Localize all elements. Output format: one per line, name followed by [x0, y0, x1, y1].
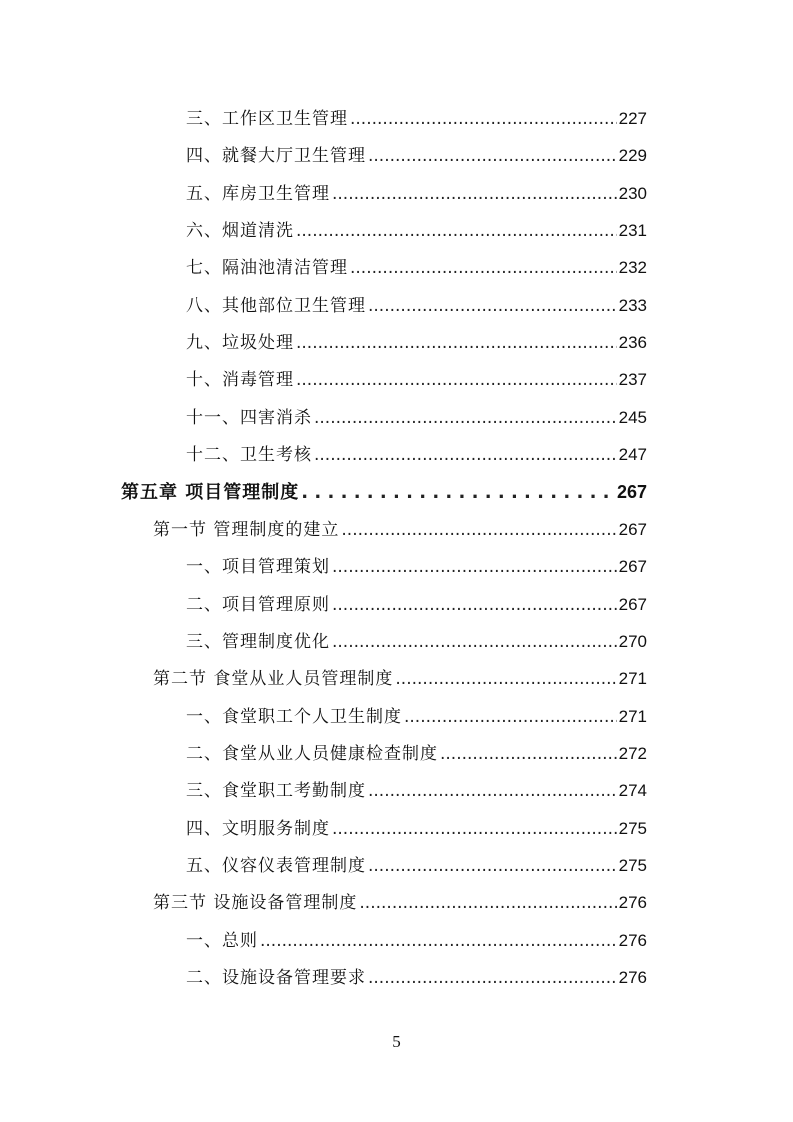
toc-entry-title: 六、烟道清洗 [186, 221, 294, 241]
dot-leader [332, 592, 617, 618]
toc-entry-title: 十二、卫生考核 [186, 445, 312, 465]
toc-entry [186, 181, 647, 207]
dot-leader [368, 778, 617, 804]
toc-entry-page: 274 [618, 781, 647, 800]
dot-leader [260, 928, 617, 954]
toc-entry [186, 293, 647, 319]
dot-leader [368, 143, 617, 169]
toc-entry-title: 九、垃圾处理 [186, 333, 294, 353]
toc-entry-page: 236 [618, 333, 647, 352]
toc-entry-page: 275 [618, 819, 647, 838]
toc-entry-title: 四、就餐大厅卫生管理 [186, 146, 366, 166]
toc-section-entry [153, 517, 647, 543]
toc-entry-title: 二、项目管理原则 [186, 595, 330, 615]
dot-leader [314, 442, 617, 468]
dot-leader [332, 554, 617, 580]
toc-section-page: 276 [618, 893, 647, 912]
toc-entry-title: 四、文明服务制度 [186, 819, 330, 839]
toc-entry-page: 232 [618, 258, 647, 277]
toc-section-entry [153, 666, 647, 692]
toc-entry-page: 237 [618, 370, 647, 389]
toc-entry-title: 一、项目管理策划 [186, 557, 330, 577]
toc-entry-page: 276 [618, 931, 647, 950]
toc-entry [186, 778, 647, 804]
toc-entry-page: 276 [618, 968, 647, 987]
toc-entry-page: 229 [618, 146, 647, 165]
toc-entry-title: 三、食堂职工考勤制度 [186, 781, 366, 801]
toc-entry [186, 330, 647, 356]
toc-entry-title: 七、隔油池清洁管理 [186, 258, 348, 278]
toc-entry [186, 106, 647, 132]
toc-entry [186, 405, 647, 431]
toc-entry-page: 271 [618, 707, 647, 726]
toc-chapter-page: 267 [616, 482, 647, 502]
dot-leader [296, 367, 617, 393]
toc-entry-page: 233 [618, 296, 647, 315]
toc-entry [186, 816, 647, 842]
toc-entry-title: 十一、四害消杀 [186, 408, 312, 428]
toc-entry-page: 245 [618, 408, 647, 427]
dot-leader [350, 106, 617, 132]
dot-leader [341, 517, 616, 543]
toc-entry-title: 三、管理制度优化 [186, 632, 330, 652]
toc-entry-title: 三、工作区卫生管理 [186, 109, 348, 129]
dot-leader [332, 629, 617, 655]
dot-leader [296, 218, 617, 244]
toc-entry-page: 272 [618, 744, 647, 763]
toc-entry-page: 267 [618, 595, 647, 614]
toc-entry [186, 928, 647, 954]
toc-section-title: 第三节 设施设备管理制度 [153, 893, 358, 913]
dot-leader [368, 853, 617, 879]
toc-entry-page: 270 [618, 632, 647, 651]
dot-leader [395, 666, 616, 692]
toc-entry-title: 十、消毒管理 [186, 370, 294, 390]
toc-entry [186, 367, 647, 393]
toc-chapter-title: 第五章 项目管理制度 [121, 482, 300, 503]
toc-entry-title: 五、库房卫生管理 [186, 184, 330, 204]
toc-entry-page: 230 [618, 184, 647, 203]
dot-leader [332, 181, 617, 207]
toc-entry [186, 255, 647, 281]
toc-entry-title: 八、其他部位卫生管理 [186, 296, 366, 316]
toc-section-title: 第二节 食堂从业人员管理制度 [153, 669, 394, 689]
dot-leader [332, 816, 617, 842]
toc-entry-title: 二、食堂从业人员健康检查制度 [186, 744, 438, 764]
toc-section-page: 267 [618, 520, 647, 539]
toc-entry-page: 247 [618, 445, 647, 464]
dot-leader [368, 965, 617, 991]
page-number: 5 [392, 1032, 401, 1051]
dot-leader [296, 330, 617, 356]
toc-entry [186, 592, 647, 618]
toc-entry-title: 一、总则 [186, 931, 258, 951]
toc-section-entry [153, 890, 647, 916]
toc-section-title: 第一节 管理制度的建立 [153, 520, 340, 540]
dot-leader [440, 741, 617, 767]
toc-entry [186, 554, 647, 580]
dot-leader [301, 480, 615, 506]
toc-entry-page: 267 [618, 557, 647, 576]
toc-entry [186, 442, 647, 468]
toc-entry-title: 二、设施设备管理要求 [186, 968, 366, 988]
toc-entry [186, 704, 647, 730]
toc-entry [186, 965, 647, 991]
dot-leader [368, 293, 617, 319]
toc-entry [186, 218, 647, 244]
toc-entry-title: 五、仪容仪表管理制度 [186, 856, 366, 876]
toc-entry [186, 853, 647, 879]
toc-entry-title: 一、食堂职工个人卫生制度 [186, 707, 402, 727]
toc-entry [186, 741, 647, 767]
dot-leader [350, 255, 617, 281]
toc-section-page: 271 [618, 669, 647, 688]
toc-entry-page: 231 [618, 221, 647, 240]
toc-entry [186, 143, 647, 169]
toc-entry-page: 275 [618, 856, 647, 875]
dot-leader [359, 890, 616, 916]
toc-entry-page: 227 [618, 109, 647, 128]
toc-chapter-entry [121, 479, 647, 506]
toc-entry [186, 629, 647, 655]
dot-leader [404, 704, 617, 730]
dot-leader [314, 405, 617, 431]
